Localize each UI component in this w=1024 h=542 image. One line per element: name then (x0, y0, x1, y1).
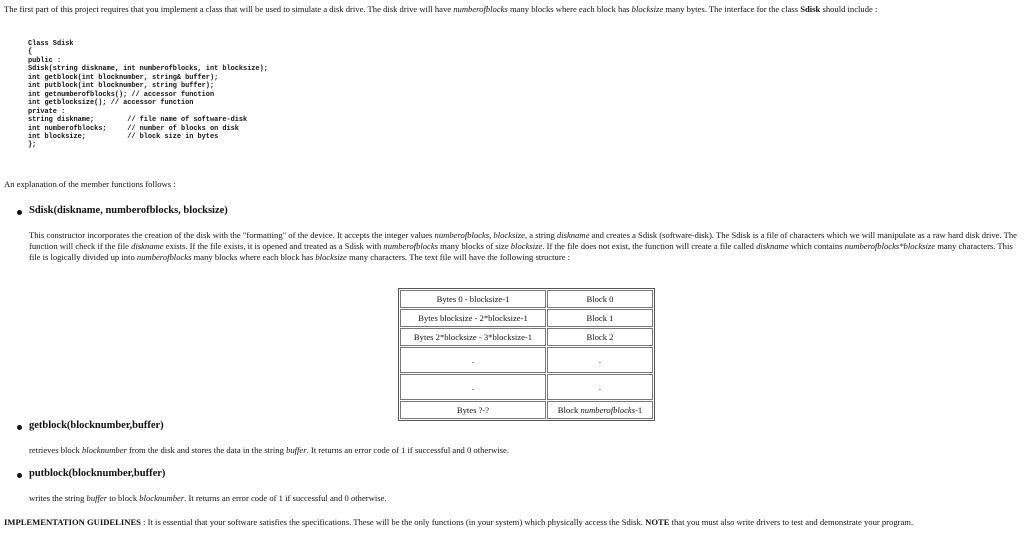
block-cell: . (547, 347, 653, 373)
block-cell: Block 1 (547, 309, 653, 327)
table-row (400, 401, 653, 419)
disk-structure-table (398, 288, 655, 421)
getblock-description: retrieves block blocknumber from the disk and stores the data in the string buffer. It returns an error code of 1 if successful and 0 otherwise. (29, 445, 509, 455)
intro-text: many blocks where each block has (507, 4, 632, 14)
table-row (400, 290, 653, 308)
table-row (400, 347, 653, 373)
putblock-heading: putblock(blocknumber,buffer) (29, 468, 166, 479)
bytes-range-cell: Bytes 0 - blocksize-1 (400, 290, 546, 308)
table-row (400, 309, 653, 327)
note-label: NOTE (645, 517, 670, 527)
term-blocksize: blocksize (631, 4, 664, 14)
bullet-icon (17, 425, 22, 430)
class-interface-code: Class Sdisk { public : Sdisk(string diskname, int numberofblocks, int blocksize); int getblock(int blocknumber, string& buffer); int putblock(int blocknumber, string buffer); int getnumberofblocks(); // accessor function int getblocksize(); // accessor function private : string diskname; // file name of software-disk int numberofblocks; // number of blocks on disk int blocksize; // block size in bytes }; (28, 40, 268, 150)
block-cell: . (547, 374, 653, 400)
block-cell: Block 2 (547, 328, 653, 346)
intro-text: should include : (820, 4, 878, 14)
table-row (400, 328, 653, 346)
guidelines-label: IMPLEMENTATION GUIDELINES (4, 517, 141, 527)
intro-paragraph (4, 4, 1018, 15)
implementation-guidelines: IMPLEMENTATION GUIDELINES : It is essential that your software satisfies the specifications. These will be the only functions (in your system) which physically access the Sdisk. NOTE that you must also write drivers to test and demonstrate your program. (4, 517, 914, 527)
intro-text: many bytes. The interface for the class (663, 4, 801, 14)
term-numberofblocks: numberofblocks (453, 4, 508, 14)
constructor-description: This constructor incorporates the creation of the disk with the "formatting" of the device. It accepts the integer values numberofblocks, blocksize, a string diskname and creates a Sdisk (software-disk). The Sdisk is a file of characters which we will manipulate as a raw hard disk drive. The function will check if the file diskname exists. If the file exists, it is opened and treated as a Sdisk with numberofblocks many blocks of size blocksize. If the file does not exist, the function will create a file called diskname which contains numberofblocks*blocksize many characters. This file is logically divided up into numberofblocks many blocks where each block has blocksize many characters. The text file will have the following structure : (29, 230, 1017, 262)
bytes-range-cell: Bytes blocksize - 2*blocksize-1 (400, 309, 546, 327)
term-sdisk: Sdisk (800, 4, 821, 14)
table-row (400, 374, 653, 400)
constructor-heading: Sdisk(diskname, numberofblocks, blocksize) (29, 205, 228, 216)
explanation-intro: An explanation of the member functions follows : (4, 179, 176, 189)
block-cell: Block numberofblocks-1 (547, 401, 653, 419)
getblock-heading: getblock(blocknumber,buffer) (29, 420, 164, 431)
bullet-icon (17, 473, 22, 478)
block-cell: Block 0 (547, 290, 653, 308)
putblock-description: writes the string buffer to block blocknumber. It returns an error code of 1 if successful and 0 otherwise. (29, 493, 387, 503)
bytes-range-cell: Bytes ?-? (400, 401, 546, 419)
bytes-range-cell: . (400, 347, 546, 373)
intro-text: The first part of this project requires that you implement a class that will be used to simulate a disk drive. The disk drive will have (4, 4, 454, 14)
bullet-icon (17, 210, 22, 215)
bytes-range-cell: Bytes 2*blocksize - 3*blocksize-1 (400, 328, 546, 346)
bytes-range-cell: . (400, 374, 546, 400)
